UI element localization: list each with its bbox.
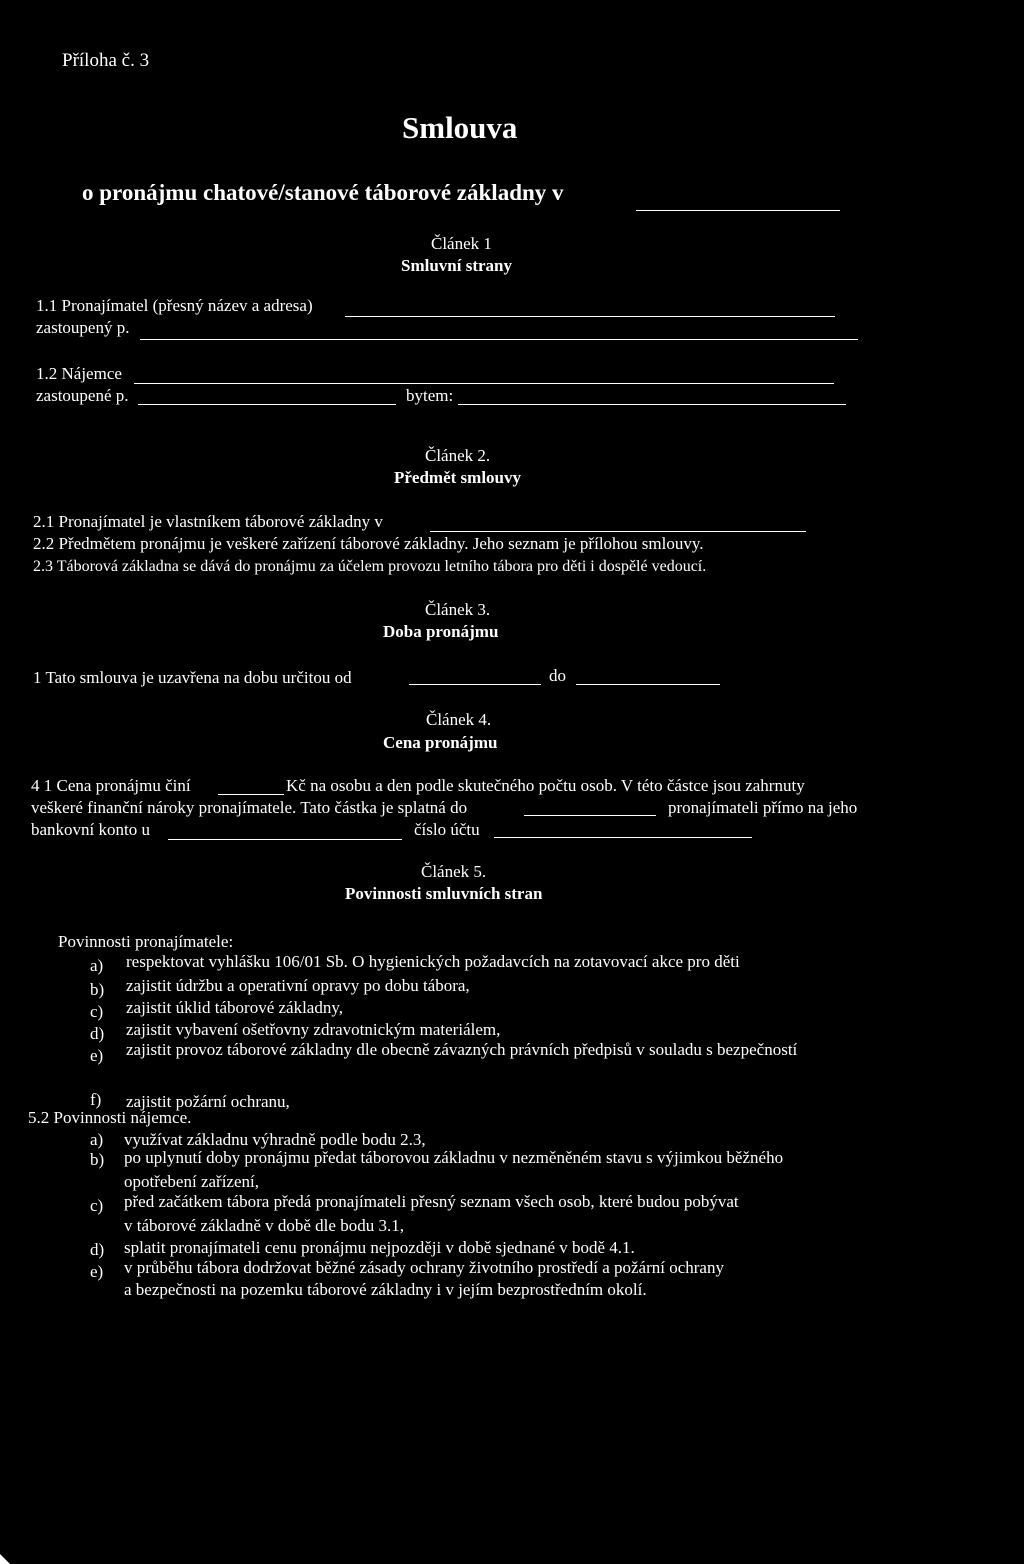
clause-2-3: 2.3 Táborová základna se dává do pronájmu za účelem provozu letního tábora pro děti i dospělé vedoucí.	[33, 558, 707, 575]
list-item: respektovat vyhlášku 106/01 Sb. O hygienických požadavcích na zotavovací akce pro děti	[126, 952, 740, 971]
fill-line	[345, 316, 835, 317]
fill-line	[134, 383, 834, 384]
article-4-number: Článek 4.	[426, 710, 492, 729]
list-letter: b)	[90, 1150, 105, 1169]
fill-line	[138, 404, 396, 405]
account-number-label: číslo účtu	[414, 820, 480, 839]
fill-line	[576, 684, 720, 685]
landlord-name-label: 1.1 Pronajímatel (přesný název a adresa)	[36, 296, 313, 315]
article-3-heading: Doba pronájmu	[383, 622, 499, 641]
list-item: v průběhu tábora dodržovat běžné zásady ochrany životního prostředí a požární ochrany	[124, 1258, 724, 1277]
list-letter: c)	[90, 1002, 104, 1021]
landlord-duties-heading: Povinnosti pronajímatele:	[58, 932, 234, 951]
article-2-heading: Předmět smlouvy	[394, 468, 522, 487]
list-letter: b)	[90, 980, 105, 999]
tenant-label: 1.2 Nájemce	[36, 364, 122, 383]
list-letter: f)	[90, 1090, 102, 1109]
clause-2-2: 2.2 Předmětem pronájmu je veškeré zařízení táborové základny. Jeho seznam je přílohou smlouvy.	[33, 534, 704, 553]
list-letter: d)	[90, 1240, 105, 1259]
list-item: zajistit požární ochranu,	[126, 1092, 290, 1111]
tenant-address-label: bytem:	[406, 386, 454, 405]
fill-line	[218, 794, 284, 795]
list-item: zajistit úklid táborové základny,	[126, 998, 343, 1017]
fill-line	[168, 839, 402, 840]
tenant-rep-label: zastoupené p.	[36, 386, 129, 405]
fill-line	[458, 404, 846, 405]
fill-line	[430, 531, 806, 532]
article-3-number: Článek 3.	[425, 600, 491, 619]
fill-line	[494, 837, 752, 838]
list-item-continued: a bezpečnosti na pozemku táborové základny i v jejím bezprostředním okolí.	[124, 1280, 647, 1299]
rental-period-to-label: do	[549, 666, 566, 685]
document-subtitle: o pronájmu chatové/stanové táborové základny v	[82, 180, 564, 205]
fill-line	[524, 815, 656, 816]
article-1-number: Článek 1	[431, 234, 492, 253]
price-label: 4 1 Cena pronájmu činí	[31, 776, 191, 795]
fill-line	[409, 684, 541, 685]
article-5-heading: Povinnosti smluvních stran	[345, 884, 543, 903]
price-text: Kč na osobu a den podle skutečného počtu osob. V této částce jsou zahrnuty	[286, 776, 805, 795]
fill-line	[140, 339, 858, 340]
list-item: splatit pronajímateli cenu pronájmu nejpozději v době sjednané v bodě 4.1.	[124, 1238, 635, 1257]
list-letter: a)	[90, 956, 104, 975]
clause-2-1: 2.1 Pronajímatel je vlastníkem táborové základny v	[33, 512, 383, 531]
list-item: využívat základnu výhradně podle bodu 2.3,	[124, 1130, 426, 1149]
list-letter: c)	[90, 1196, 104, 1215]
payment-due-label: veškeré finanční nároky pronajímatele. Tato částka je splatná do	[31, 798, 468, 817]
article-1-heading: Smluvní strany	[401, 256, 512, 275]
fill-line	[636, 210, 840, 211]
tenant-duties-heading: 5.2 Povinnosti nájemce.	[28, 1108, 192, 1127]
document-title: Smlouva	[402, 110, 518, 145]
list-item: zajistit údržbu a operativní opravy po dobu tábora,	[126, 976, 470, 995]
list-item: zajistit provoz táborové základny dle obecně závazných právních předpisů v souladu s bezpečností	[126, 1040, 798, 1059]
list-item: zajistit vybavení ošetřovny zdravotnickým materiálem,	[126, 1020, 501, 1039]
list-letter: a)	[90, 1130, 104, 1149]
bank-account-label: bankovní konto u	[31, 820, 150, 839]
list-letter: e)	[90, 1262, 104, 1281]
payment-direct-text: pronajímateli přímo na jeho	[668, 798, 858, 817]
landlord-rep-label: zastoupený p.	[36, 318, 130, 337]
list-item: po uplynutí doby pronájmu předat táborovou základnu v nezměněném stavu s výjimkou běžného	[124, 1148, 784, 1167]
article-4-heading: Cena pronájmu	[383, 733, 498, 752]
scan-corner-mark	[0, 1554, 10, 1564]
list-letter: d)	[90, 1024, 105, 1043]
article-5-number: Článek 5.	[421, 862, 487, 881]
rental-period-label: 1 Tato smlouva je uzavřena na dobu určitou od	[33, 668, 352, 687]
list-letter: e)	[90, 1046, 104, 1065]
annex-label: Příloha č. 3	[62, 50, 150, 71]
article-2-number: Článek 2.	[425, 446, 491, 465]
list-item: před začátkem tábora předá pronajímateli přesný seznam všech osob, které budou pobývat	[124, 1192, 739, 1211]
list-item-continued: v táborové základně v době dle bodu 3.1,	[124, 1216, 404, 1235]
list-item-continued: opotřebení zařízení,	[124, 1172, 259, 1191]
